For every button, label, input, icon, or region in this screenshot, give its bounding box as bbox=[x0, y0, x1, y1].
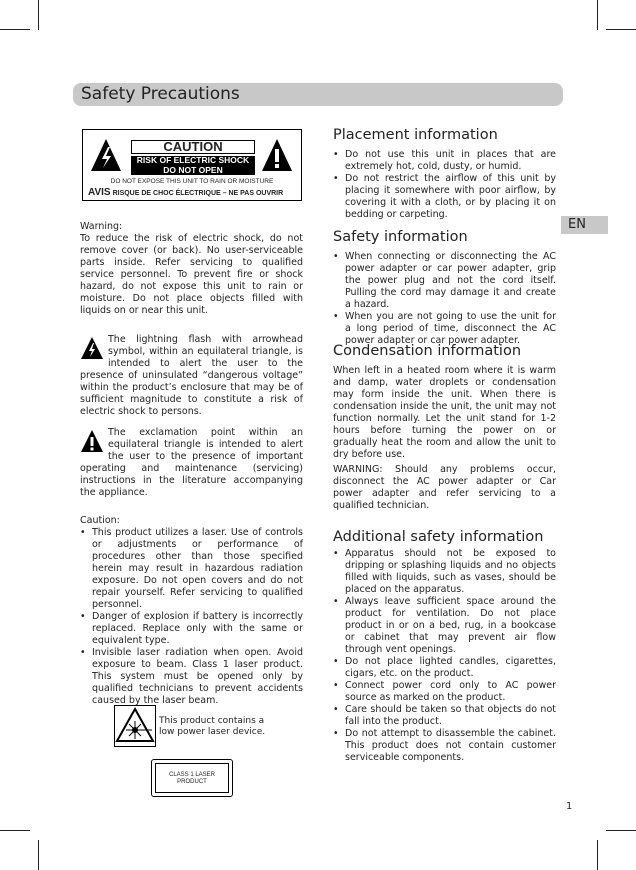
list-item: • Care should be taken so that objects do not fall into the product. bbox=[333, 704, 556, 728]
additional-heading: Additional safety information bbox=[333, 529, 544, 545]
lightning-explanation bbox=[80, 334, 303, 418]
lightning-text: The lightning flash with arrowhead symbol, within an equilateral triangle, is intended to alert the user to the presence of uninsulated “dangerous voltage” within the product’s enclosure that may be of sufficient magnitude to constitute a risk of electric shock to persons. bbox=[80, 334, 303, 417]
placement-list bbox=[333, 149, 556, 221]
caution-label bbox=[82, 129, 302, 201]
caution-heading: Caution: bbox=[80, 515, 120, 526]
shock-warning bbox=[131, 156, 255, 175]
list-item: • When connecting or disconnecting the AC power adapter or car power adapter, grip the power plug and not the cord itself. Pulling the cord may damage it and create a hazard. bbox=[333, 251, 556, 311]
list-item: • Apparatus should not be exposed to dripping or splashing liquids and no objects filled with liquids, such as vases, should be placed on the apparatus. bbox=[333, 548, 556, 596]
exclamation-warning-icon bbox=[261, 138, 293, 172]
warning-section bbox=[80, 221, 303, 317]
additional-list bbox=[333, 548, 556, 764]
class-1-laser-label bbox=[151, 759, 233, 797]
crop-mark bbox=[597, 0, 598, 30]
list-item: • Always leave sufficient space around the product for ventilation. Do not place product in or on a bed, rug, in a bookcase or cabinet that may prevent air flow through vent openings. bbox=[333, 596, 556, 656]
exclamation-text: The exclamation point within an equilateral triangle is intended to alert the user to the presence of important operating and maintenance (servicing) instructions in the literature accompanying the appliance. bbox=[80, 427, 303, 498]
crop-mark bbox=[0, 29, 30, 30]
class-label-inner bbox=[155, 763, 229, 793]
list-item: • Connect power cord only to AC power source as marked on the product. bbox=[333, 680, 556, 704]
list-item: • Do not place lighted candles, cigarettes, cigars, etc. on the product. bbox=[333, 656, 556, 680]
avis-text: RISQUE DE CHOC ÉLECTRIQUE – NE PAS OUVRIR bbox=[112, 190, 284, 197]
crop-mark bbox=[38, 840, 39, 870]
language-tab bbox=[561, 216, 608, 234]
list-item: • Do not attempt to disassemble the cabinet. This product does not contain customer serviceable components. bbox=[333, 728, 556, 764]
warning-text: To reduce the risk of electric shock, do not remove cover (or back). No user-serviceable parts inside. Refer servicing to qualified service personnel. To prevent fire or shock hazard, do not expose this unit to rain or moisture. Do not place objects filled with liquids on or near this unit. bbox=[80, 233, 303, 316]
page-number: 1 bbox=[566, 801, 573, 812]
list-item: • Invisible laser radiation when open. Avoid exposure to beam. Class 1 laser product. This system must be opened only by qualified technicians to prevent accidents caused by the laser beam. bbox=[80, 647, 303, 707]
language-label: EN bbox=[568, 217, 586, 232]
shock-line-2: DO NOT OPEN bbox=[163, 164, 223, 175]
warning-notice: WARNING: Should any problems occur, disconnect the AC power adapter or Car power adapter and refer servicing to a qualified technician. bbox=[333, 464, 556, 511]
warning-heading: Warning: bbox=[80, 221, 123, 232]
crop-mark bbox=[38, 0, 39, 30]
lightning-triangle-icon bbox=[80, 336, 104, 360]
avis-word: AVIS bbox=[88, 187, 111, 198]
exclamation-explanation bbox=[80, 427, 303, 499]
placement-heading: Placement information bbox=[333, 127, 498, 143]
shock-line-1: RISK OF ELECTRIC SHOCK bbox=[136, 155, 250, 165]
list-item: • Do not restrict the airflow of this unit by placing it somewhere with poor airflow, by covering it with a cloth, or by placing it on bedding or carpeting. bbox=[333, 173, 556, 221]
condensation-text: When left in a heated room where it is warm and damp, water droplets or condensation may form inside the unit. When there is condensation inside the unit, the unit may not function normally. Let the unit stand for 1-2 hours before turning the power on or gradually heat the room and allow the unit to dry before use. bbox=[333, 365, 556, 460]
caution-list bbox=[80, 527, 303, 707]
safety-heading: Safety information bbox=[333, 229, 468, 245]
caution-section bbox=[80, 515, 303, 707]
crop-mark bbox=[0, 830, 30, 831]
laser-warning-icon bbox=[114, 705, 156, 747]
laser-note: This product contains a low power laser device. bbox=[159, 716, 266, 737]
crop-mark bbox=[597, 840, 598, 870]
page-title: Safety Precautions bbox=[81, 84, 240, 104]
lightning-warning-icon bbox=[90, 138, 122, 172]
safety-list bbox=[333, 251, 556, 347]
exclamation-triangle-icon bbox=[80, 429, 104, 453]
expose-warning: DO NOT EXPOSE THIS UNIT TO RAIN OR MOISTURE bbox=[110, 178, 274, 185]
crop-mark bbox=[606, 29, 636, 30]
avis-warning bbox=[88, 187, 283, 198]
list-item: • Do not use this unit in places that are extremely hot, cold, dusty, or humid. bbox=[333, 149, 556, 173]
class-label-line-1: CLASS 1 LASER bbox=[168, 772, 216, 778]
class-label-line-2: PRODUCT bbox=[177, 779, 207, 785]
condensation-heading: Condensation information bbox=[333, 343, 522, 359]
caution-title: CAUTION bbox=[131, 140, 255, 154]
list-item: • When you are not going to use the unit for a long period of time, disconnect the AC power adapter or car power adapter. bbox=[333, 311, 556, 347]
section-header bbox=[73, 83, 563, 106]
list-item: • Danger of explosion if battery is incorrectly replaced. Replace only with the same or equivalent type. bbox=[80, 611, 303, 647]
list-item: • This product utilizes a laser. Use of controls or adjustments or performance of procedures other than those specified herein may result in hazardous radiation exposure. Do not open covers and do not repair yourself. Refer servicing to qualified personnel. bbox=[80, 527, 303, 611]
crop-mark bbox=[606, 830, 636, 831]
